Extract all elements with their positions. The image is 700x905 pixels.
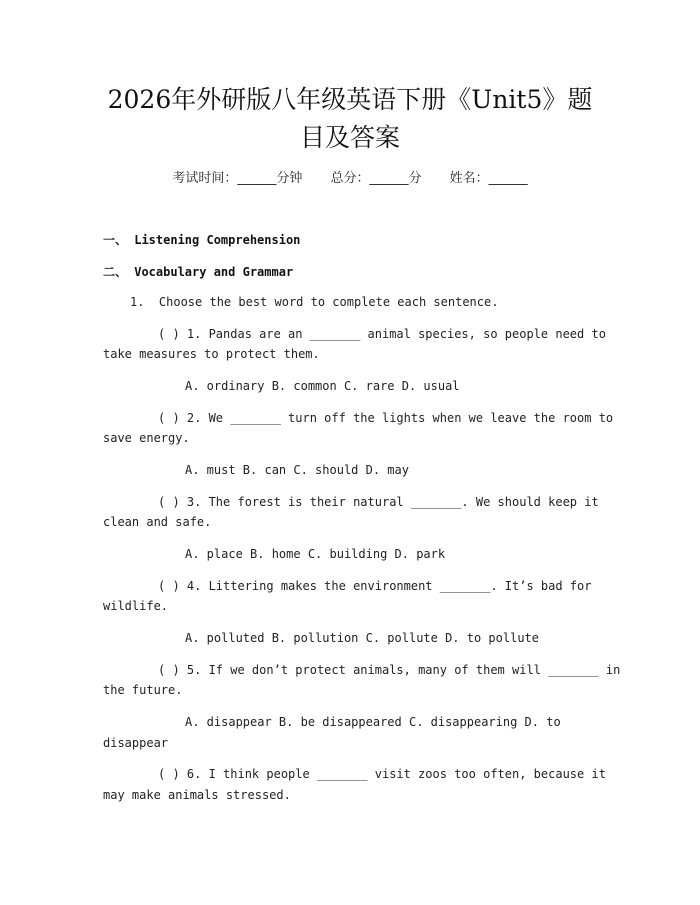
question-1-options: A. ordinary B. common C. rare D. usual (185, 379, 460, 393)
section-heading-vocabulary: 二、 Vocabulary and Grammar (103, 265, 294, 279)
page-title-line1: 2026年外研版八年级英语下册《Unit5》题 (107, 85, 593, 114)
question-6-stem: ( ) 6. I think people _______ visit zoos too often, because it (158, 767, 606, 781)
question-5-options-cont: disappear (103, 736, 169, 750)
question-4-options: A. polluted B. pollution C. pollute D. to pollute (185, 631, 540, 645)
section-heading-listening: 一、 Listening Comprehension (103, 233, 301, 247)
question-5-stem-cont: the future. (103, 683, 183, 697)
question-5-options: A. disappear B. be disappeared C. disappearing D. to (185, 715, 561, 729)
instruction-text: 1. Choose the best word to complete each sentence. (130, 295, 499, 309)
question-2-stem-cont: save energy. (103, 431, 190, 445)
question-2-options: A. must B. can C. should D. may (185, 463, 409, 477)
question-5-stem: ( ) 5. If we don’t protect animals, many of them will _______ in (158, 663, 621, 677)
question-4-stem: ( ) 4. Littering makes the environment _______. It’s bad for (158, 579, 592, 593)
exam-meta (0, 167, 700, 186)
exam-time: 考试时间：______分钟 (172, 171, 303, 186)
question-1-stem: ( ) 1. Pandas are an _______ animal species, so people need to (158, 327, 606, 341)
student-name: 姓名：______ (449, 171, 528, 186)
question-1-stem-cont: take measures to protect them. (103, 347, 320, 361)
question-4-stem-cont: wildlife. (103, 599, 169, 613)
question-3-stem-cont: clean and safe. (103, 515, 212, 529)
question-3-stem: ( ) 3. The forest is their natural _______. We should keep it (158, 495, 599, 509)
question-6-stem-cont: may make animals stressed. (103, 788, 291, 802)
exam-score: 总分：______分 (330, 171, 422, 186)
question-3-options: A. place B. home C. building D. park (185, 547, 446, 561)
page-title-line2: 目及答案 (299, 123, 400, 152)
question-2-stem: ( ) 2. We _______ turn off the lights when we leave the room to (158, 411, 614, 425)
